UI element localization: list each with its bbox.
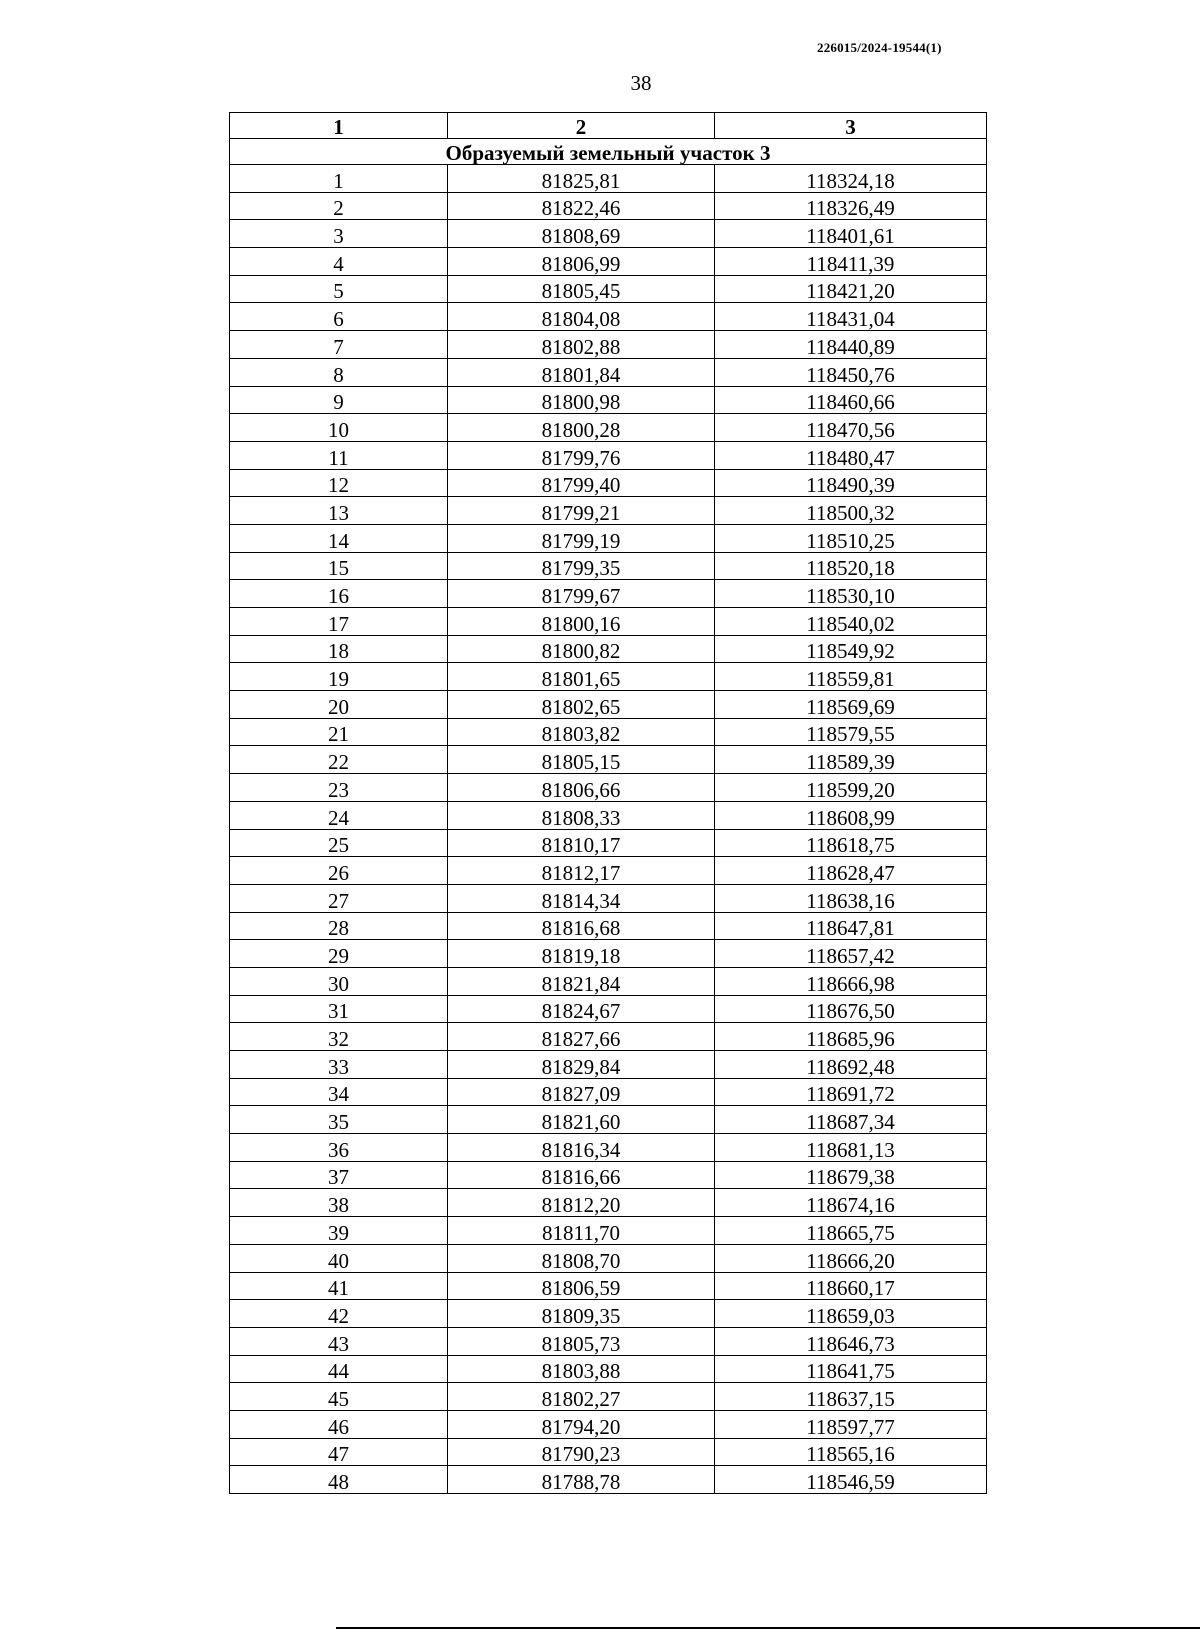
- cell-point-number: 20: [230, 691, 448, 719]
- table-row: [230, 940, 987, 968]
- cell-point-number: 27: [230, 884, 448, 912]
- table-row: [230, 1244, 987, 1272]
- table-row: [230, 1051, 987, 1079]
- cell-x-coordinate: 81806,99: [448, 248, 715, 276]
- cell-x-coordinate: 81816,66: [448, 1161, 715, 1189]
- cell-y-coordinate: 118646,73: [715, 1327, 987, 1355]
- cell-y-coordinate: 118638,16: [715, 884, 987, 912]
- table-row: [230, 884, 987, 912]
- cell-point-number: 31: [230, 995, 448, 1023]
- cell-x-coordinate: 81804,08: [448, 303, 715, 331]
- table-row: [230, 303, 987, 331]
- cell-y-coordinate: 118470,56: [715, 414, 987, 442]
- cell-point-number: 47: [230, 1438, 448, 1466]
- coordinates-table-body: [230, 113, 987, 1494]
- table-row: [230, 1106, 987, 1134]
- cell-x-coordinate: 81799,76: [448, 441, 715, 469]
- table-row: [230, 192, 987, 220]
- cell-x-coordinate: 81808,70: [448, 1244, 715, 1272]
- cell-y-coordinate: 118685,96: [715, 1023, 987, 1051]
- cell-y-coordinate: 118687,34: [715, 1106, 987, 1134]
- cell-point-number: 25: [230, 829, 448, 857]
- cell-x-coordinate: 81809,35: [448, 1300, 715, 1328]
- cell-point-number: 14: [230, 524, 448, 552]
- cell-x-coordinate: 81802,27: [448, 1383, 715, 1411]
- table-row: [230, 497, 987, 525]
- table-row: [230, 967, 987, 995]
- cell-x-coordinate: 81819,18: [448, 940, 715, 968]
- cell-x-coordinate: 81816,68: [448, 912, 715, 940]
- table-row: [230, 386, 987, 414]
- cell-point-number: 37: [230, 1161, 448, 1189]
- table-row: [230, 995, 987, 1023]
- cell-y-coordinate: 118691,72: [715, 1078, 987, 1106]
- cell-point-number: 28: [230, 912, 448, 940]
- cell-x-coordinate: 81799,35: [448, 552, 715, 580]
- cell-y-coordinate: 118546,59: [715, 1466, 987, 1494]
- cell-x-coordinate: 81800,16: [448, 608, 715, 636]
- cell-y-coordinate: 118530,10: [715, 580, 987, 608]
- table-row: [230, 1355, 987, 1383]
- cell-x-coordinate: 81801,84: [448, 358, 715, 386]
- table-row: [230, 1161, 987, 1189]
- cell-point-number: 35: [230, 1106, 448, 1134]
- section-title-row: [230, 139, 987, 165]
- cell-point-number: 33: [230, 1051, 448, 1079]
- table-row: [230, 220, 987, 248]
- table-row: [230, 857, 987, 885]
- table-row: [230, 1078, 987, 1106]
- cell-x-coordinate: 81800,98: [448, 386, 715, 414]
- cell-point-number: 32: [230, 1023, 448, 1051]
- table-row: [230, 718, 987, 746]
- cell-y-coordinate: 118569,69: [715, 691, 987, 719]
- cell-y-coordinate: 118681,13: [715, 1134, 987, 1162]
- table-row: [230, 801, 987, 829]
- cell-y-coordinate: 118647,81: [715, 912, 987, 940]
- cell-point-number: 44: [230, 1355, 448, 1383]
- table-row: [230, 441, 987, 469]
- table-header-row: [230, 113, 987, 139]
- cell-point-number: 18: [230, 635, 448, 663]
- cell-x-coordinate: 81790,23: [448, 1438, 715, 1466]
- column-header-y: 3: [715, 113, 987, 139]
- cell-y-coordinate: 118490,39: [715, 469, 987, 497]
- cell-point-number: 26: [230, 857, 448, 885]
- table-row: [230, 1383, 987, 1411]
- cell-y-coordinate: 118666,98: [715, 967, 987, 995]
- cell-point-number: 36: [230, 1134, 448, 1162]
- table-row: [230, 746, 987, 774]
- cell-point-number: 13: [230, 497, 448, 525]
- cell-y-coordinate: 118326,49: [715, 192, 987, 220]
- table-row: [230, 691, 987, 719]
- cell-y-coordinate: 118659,03: [715, 1300, 987, 1328]
- cell-x-coordinate: 81812,20: [448, 1189, 715, 1217]
- bottom-scan-line: [336, 1627, 1200, 1629]
- cell-x-coordinate: 81827,09: [448, 1078, 715, 1106]
- cell-x-coordinate: 81800,82: [448, 635, 715, 663]
- cell-x-coordinate: 81816,34: [448, 1134, 715, 1162]
- cell-point-number: 16: [230, 580, 448, 608]
- cell-y-coordinate: 118440,89: [715, 331, 987, 359]
- cell-point-number: 12: [230, 469, 448, 497]
- table-row: [230, 774, 987, 802]
- cell-y-coordinate: 118450,76: [715, 358, 987, 386]
- cell-y-coordinate: 118579,55: [715, 718, 987, 746]
- cell-y-coordinate: 118565,16: [715, 1438, 987, 1466]
- cell-x-coordinate: 81808,33: [448, 801, 715, 829]
- table-row: [230, 414, 987, 442]
- cell-point-number: 39: [230, 1217, 448, 1245]
- cell-y-coordinate: 118657,42: [715, 940, 987, 968]
- table-row: [230, 1272, 987, 1300]
- cell-point-number: 24: [230, 801, 448, 829]
- cell-point-number: 45: [230, 1383, 448, 1411]
- cell-y-coordinate: 118460,66: [715, 386, 987, 414]
- table-row: [230, 635, 987, 663]
- cell-y-coordinate: 118589,39: [715, 746, 987, 774]
- table-row: [230, 1438, 987, 1466]
- cell-y-coordinate: 118608,99: [715, 801, 987, 829]
- section-title: Образуемый земельный участок 3: [230, 139, 987, 165]
- cell-point-number: 9: [230, 386, 448, 414]
- table-row: [230, 663, 987, 691]
- cell-x-coordinate: 81824,67: [448, 995, 715, 1023]
- cell-point-number: 21: [230, 718, 448, 746]
- cell-point-number: 8: [230, 358, 448, 386]
- cell-x-coordinate: 81821,84: [448, 967, 715, 995]
- table-row: [230, 165, 987, 193]
- cell-point-number: 48: [230, 1466, 448, 1494]
- cell-y-coordinate: 118500,32: [715, 497, 987, 525]
- cell-point-number: 4: [230, 248, 448, 276]
- cell-point-number: 5: [230, 275, 448, 303]
- cell-x-coordinate: 81821,60: [448, 1106, 715, 1134]
- cell-y-coordinate: 118520,18: [715, 552, 987, 580]
- cell-x-coordinate: 81812,17: [448, 857, 715, 885]
- cell-x-coordinate: 81802,65: [448, 691, 715, 719]
- cell-y-coordinate: 118628,47: [715, 857, 987, 885]
- cell-x-coordinate: 81801,65: [448, 663, 715, 691]
- cell-y-coordinate: 118324,18: [715, 165, 987, 193]
- cell-point-number: 46: [230, 1410, 448, 1438]
- table-row: [230, 469, 987, 497]
- cell-point-number: 22: [230, 746, 448, 774]
- cell-y-coordinate: 118676,50: [715, 995, 987, 1023]
- cell-y-coordinate: 118692,48: [715, 1051, 987, 1079]
- cell-point-number: 42: [230, 1300, 448, 1328]
- cell-y-coordinate: 118665,75: [715, 1217, 987, 1245]
- cell-x-coordinate: 81794,20: [448, 1410, 715, 1438]
- cell-x-coordinate: 81829,84: [448, 1051, 715, 1079]
- cell-y-coordinate: 118679,38: [715, 1161, 987, 1189]
- table-row: [230, 524, 987, 552]
- cell-x-coordinate: 81827,66: [448, 1023, 715, 1051]
- cell-point-number: 19: [230, 663, 448, 691]
- cell-y-coordinate: 118401,61: [715, 220, 987, 248]
- cell-point-number: 43: [230, 1327, 448, 1355]
- table-row: [230, 829, 987, 857]
- cell-x-coordinate: 81803,82: [448, 718, 715, 746]
- document-registration-number: 226015/2024-19544(1): [817, 40, 942, 55]
- cell-point-number: 34: [230, 1078, 448, 1106]
- table-row: [230, 912, 987, 940]
- cell-point-number: 23: [230, 774, 448, 802]
- cell-point-number: 11: [230, 441, 448, 469]
- column-header-x: 2: [448, 113, 715, 139]
- cell-x-coordinate: 81805,15: [448, 746, 715, 774]
- cell-point-number: 1: [230, 165, 448, 193]
- cell-y-coordinate: 118510,25: [715, 524, 987, 552]
- cell-x-coordinate: 81808,69: [448, 220, 715, 248]
- cell-y-coordinate: 118637,15: [715, 1383, 987, 1411]
- cell-x-coordinate: 81799,21: [448, 497, 715, 525]
- cell-y-coordinate: 118559,81: [715, 663, 987, 691]
- cell-x-coordinate: 81806,59: [448, 1272, 715, 1300]
- table-row: [230, 331, 987, 359]
- table-row: [230, 1134, 987, 1162]
- cell-x-coordinate: 81811,70: [448, 1217, 715, 1245]
- table-row: [230, 1023, 987, 1051]
- cell-y-coordinate: 118549,92: [715, 635, 987, 663]
- table-row: [230, 1466, 987, 1494]
- cell-x-coordinate: 81822,46: [448, 192, 715, 220]
- cell-point-number: 29: [230, 940, 448, 968]
- cell-x-coordinate: 81805,45: [448, 275, 715, 303]
- cell-point-number: 30: [230, 967, 448, 995]
- cell-x-coordinate: 81799,67: [448, 580, 715, 608]
- table-row: [230, 358, 987, 386]
- table-row: [230, 1327, 987, 1355]
- cell-y-coordinate: 118540,02: [715, 608, 987, 636]
- cell-y-coordinate: 118666,20: [715, 1244, 987, 1272]
- table-row: [230, 1217, 987, 1245]
- cell-y-coordinate: 118411,39: [715, 248, 987, 276]
- page-number: 38: [630, 71, 652, 95]
- coordinates-table: [229, 112, 987, 1494]
- cell-x-coordinate: 81799,19: [448, 524, 715, 552]
- cell-x-coordinate: 81802,88: [448, 331, 715, 359]
- cell-point-number: 38: [230, 1189, 448, 1217]
- cell-x-coordinate: 81810,17: [448, 829, 715, 857]
- cell-x-coordinate: 81805,73: [448, 1327, 715, 1355]
- cell-y-coordinate: 118660,17: [715, 1272, 987, 1300]
- cell-point-number: 6: [230, 303, 448, 331]
- cell-y-coordinate: 118599,20: [715, 774, 987, 802]
- cell-y-coordinate: 118421,20: [715, 275, 987, 303]
- cell-point-number: 3: [230, 220, 448, 248]
- table-row: [230, 608, 987, 636]
- cell-x-coordinate: 81814,34: [448, 884, 715, 912]
- cell-y-coordinate: 118674,16: [715, 1189, 987, 1217]
- cell-point-number: 2: [230, 192, 448, 220]
- cell-point-number: 10: [230, 414, 448, 442]
- cell-point-number: 15: [230, 552, 448, 580]
- table-row: [230, 1300, 987, 1328]
- cell-x-coordinate: 81825,81: [448, 165, 715, 193]
- table-row: [230, 275, 987, 303]
- cell-y-coordinate: 118641,75: [715, 1355, 987, 1383]
- table-row: [230, 580, 987, 608]
- table-row: [230, 1410, 987, 1438]
- cell-point-number: 7: [230, 331, 448, 359]
- cell-y-coordinate: 118597,77: [715, 1410, 987, 1438]
- cell-y-coordinate: 118431,04: [715, 303, 987, 331]
- column-header-point-number: 1: [230, 113, 448, 139]
- table-row: [230, 248, 987, 276]
- cell-point-number: 40: [230, 1244, 448, 1272]
- cell-x-coordinate: 81800,28: [448, 414, 715, 442]
- cell-y-coordinate: 118480,47: [715, 441, 987, 469]
- table-row: [230, 1189, 987, 1217]
- cell-x-coordinate: 81806,66: [448, 774, 715, 802]
- cell-x-coordinate: 81803,88: [448, 1355, 715, 1383]
- table-row: [230, 552, 987, 580]
- cell-x-coordinate: 81799,40: [448, 469, 715, 497]
- cell-x-coordinate: 81788,78: [448, 1466, 715, 1494]
- cell-point-number: 17: [230, 608, 448, 636]
- cell-point-number: 41: [230, 1272, 448, 1300]
- cell-y-coordinate: 118618,75: [715, 829, 987, 857]
